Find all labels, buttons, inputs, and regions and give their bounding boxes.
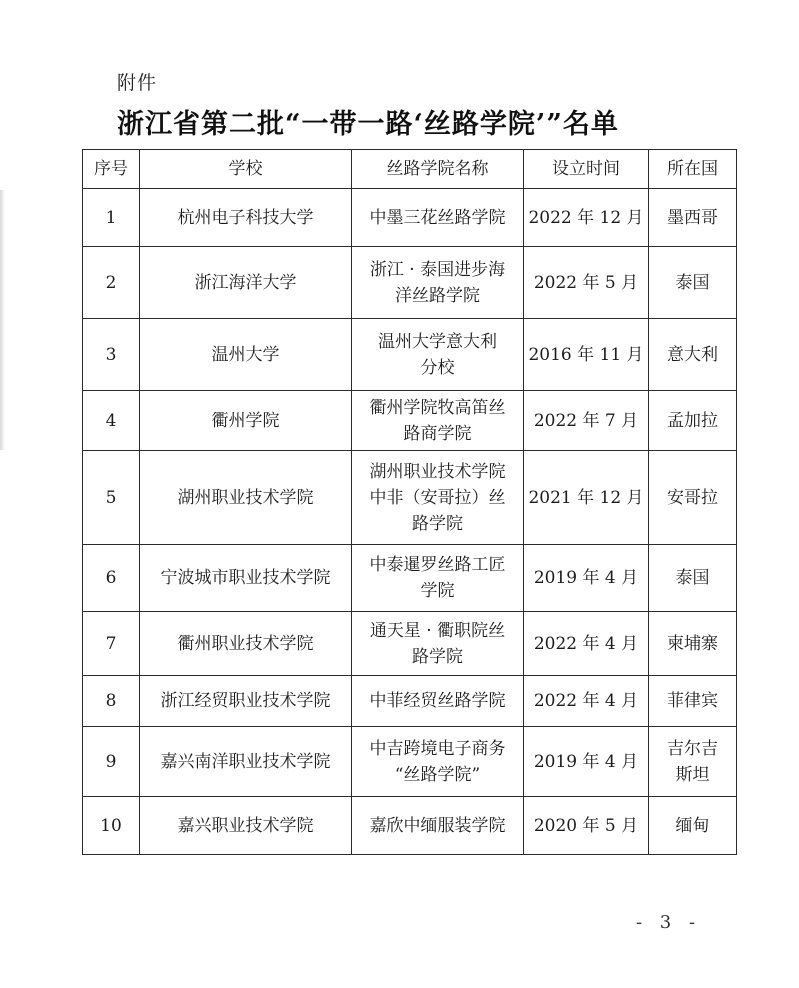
cell-school: 衢州学院 <box>140 391 352 451</box>
cell-school: 湖州职业技术学院 <box>140 451 352 545</box>
column-header-college-name: 丝路学院名称 <box>352 150 524 189</box>
cell-college-name: 中吉跨境电子商务 “丝路学院” <box>352 727 524 797</box>
cell-country: 泰国 <box>649 247 737 319</box>
table-row <box>83 451 737 545</box>
cell-country: 意大利 <box>649 319 737 391</box>
cell-country: 泰国 <box>649 545 737 612</box>
cell-established: 2022 年 4 月 <box>524 612 649 676</box>
cell-school: 浙江海洋大学 <box>140 247 352 319</box>
cell-college-name: 通天星 · 衢职院丝 路学院 <box>352 612 524 676</box>
table-row <box>83 391 737 451</box>
cell-school: 嘉兴南洋职业技术学院 <box>140 727 352 797</box>
cell-college-name: 中菲经贸丝路学院 <box>352 676 524 727</box>
cell-college-name: 衢州学院牧高笛丝 路商学院 <box>352 391 524 451</box>
cell-college-name: 浙江 · 泰国进步海 洋丝路学院 <box>352 247 524 319</box>
cell-school: 宁波城市职业技术学院 <box>140 545 352 612</box>
cell-country: 孟加拉 <box>649 391 737 451</box>
cell-no: 3 <box>83 319 140 391</box>
cell-school: 温州大学 <box>140 319 352 391</box>
cell-school: 杭州电子科技大学 <box>140 189 352 247</box>
cell-school: 衢州职业技术学院 <box>140 612 352 676</box>
cell-country: 菲律宾 <box>649 676 737 727</box>
cell-established: 2022 年 4 月 <box>524 676 649 727</box>
column-header-country: 所在国 <box>649 150 737 189</box>
document-title: 浙江省第二批“一带一路‘丝路学院’”名单 <box>117 109 619 140</box>
cell-no: 6 <box>83 545 140 612</box>
cell-established: 2016 年 11 月 <box>524 319 649 391</box>
cell-country: 安哥拉 <box>649 451 737 545</box>
cell-established: 2021 年 12 月 <box>524 451 649 545</box>
cell-country: 墨西哥 <box>649 189 737 247</box>
cell-established: 2019 年 4 月 <box>524 727 649 797</box>
table-row <box>83 676 737 727</box>
table-header-row <box>83 150 737 189</box>
table-row <box>83 319 737 391</box>
column-header-school: 学校 <box>140 150 352 189</box>
cell-established: 2019 年 4 月 <box>524 545 649 612</box>
page-number: - 3 - <box>636 912 702 933</box>
cell-established: 2022 年 5 月 <box>524 247 649 319</box>
cell-no: 2 <box>83 247 140 319</box>
cell-no: 5 <box>83 451 140 545</box>
cell-college-name: 嘉欣中缅服装学院 <box>352 797 524 855</box>
cell-college-name: 温州大学意大利 分校 <box>352 319 524 391</box>
silk-road-college-table <box>82 149 737 855</box>
table-row <box>83 797 737 855</box>
cell-established: 2022 年 7 月 <box>524 391 649 451</box>
cell-college-name: 湖州职业技术学院 中非（安哥拉）丝 路学院 <box>352 451 524 545</box>
cell-country: 缅甸 <box>649 797 737 855</box>
cell-no: 9 <box>83 727 140 797</box>
cell-no: 4 <box>83 391 140 451</box>
table-row <box>83 545 737 612</box>
table-row <box>83 727 737 797</box>
column-header-no: 序号 <box>83 150 140 189</box>
cell-country: 吉尔吉 斯坦 <box>649 727 737 797</box>
attachment-label: 附件 <box>117 72 158 94</box>
cell-school: 嘉兴职业技术学院 <box>140 797 352 855</box>
scan-edge-shadow <box>0 190 5 450</box>
cell-no: 8 <box>83 676 140 727</box>
table-row <box>83 612 737 676</box>
cell-school: 浙江经贸职业技术学院 <box>140 676 352 727</box>
column-header-established: 设立时间 <box>524 150 649 189</box>
cell-college-name: 中泰暹罗丝路工匠 学院 <box>352 545 524 612</box>
cell-no: 7 <box>83 612 140 676</box>
cell-established: 2022 年 12 月 <box>524 189 649 247</box>
cell-college-name: 中墨三花丝路学院 <box>352 189 524 247</box>
table-row <box>83 247 737 319</box>
cell-no: 10 <box>83 797 140 855</box>
cell-country: 柬埔寨 <box>649 612 737 676</box>
table-row <box>83 189 737 247</box>
cell-no: 1 <box>83 189 140 247</box>
cell-established: 2020 年 5 月 <box>524 797 649 855</box>
